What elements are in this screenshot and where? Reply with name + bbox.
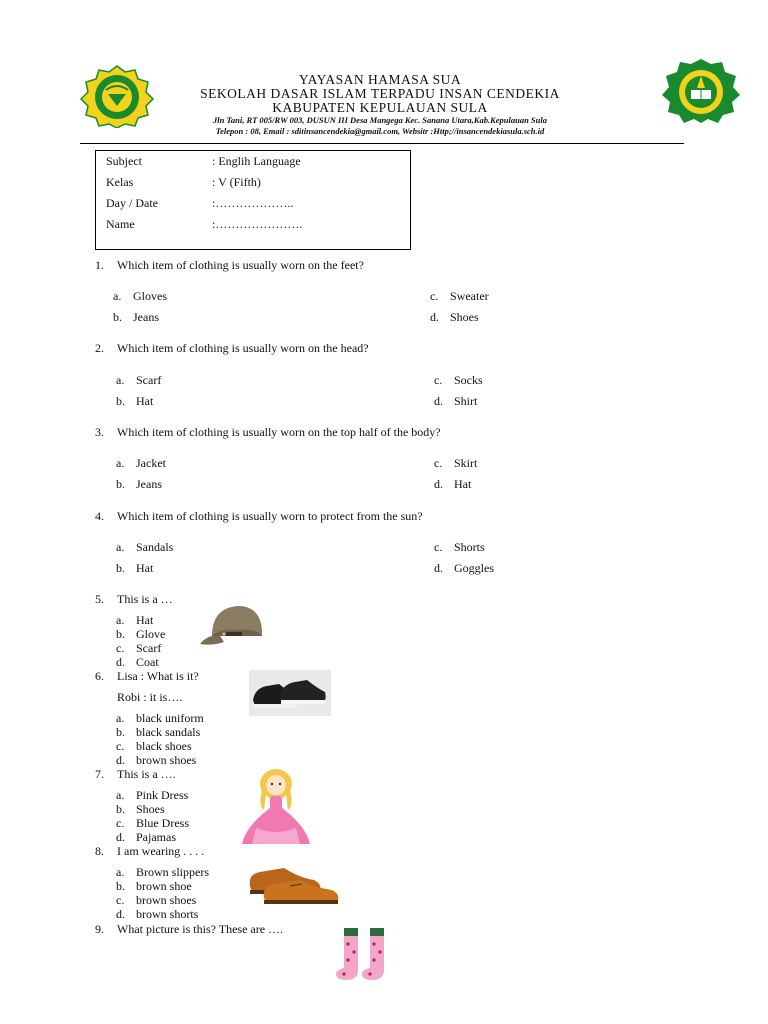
option-7a: a. Pink Dress [116, 788, 189, 802]
question-text: I am wearing . . . . [117, 844, 205, 858]
regency-name: KABUPATEN KEPULAUAN SULA [272, 100, 488, 115]
kelas-label: Kelas [106, 175, 134, 189]
option-3c: c. Skirt [434, 456, 478, 470]
option-6c: c. black shoes [116, 739, 192, 753]
option-6a: a. black uniform [116, 711, 204, 725]
question-number: 2. [95, 341, 104, 355]
name-row [106, 217, 302, 232]
question-number: 1. [95, 258, 104, 272]
black-shoes-image [249, 670, 331, 716]
option-3a: a. Jacket [116, 456, 166, 470]
subject-row [106, 154, 301, 169]
question-text: This is a … [117, 592, 173, 606]
option-2b: b. Hat [116, 394, 154, 408]
question-number: 5. [95, 592, 104, 606]
name-value: :…………………. [212, 217, 303, 231]
question-text: Lisa : What is it? [117, 669, 199, 683]
question-6-response: Robi : it is…. [117, 690, 183, 704]
option-1b: b. Jeans [113, 310, 159, 324]
student-info-box [95, 150, 411, 250]
question-number: 9. [95, 922, 104, 936]
school-foundation-logo [78, 64, 156, 128]
option-5b: b. Glove [116, 627, 166, 641]
option-6d: d. brown shoes [116, 753, 197, 767]
question-text: Which item of clothing is usually worn on the head? [117, 341, 369, 355]
name-label: Name [106, 217, 135, 231]
cap-hat-image [198, 600, 272, 650]
option-7d: d. Pajamas [116, 830, 176, 844]
brown-shoes-image [244, 856, 344, 908]
option-2c: c. Socks [434, 373, 483, 387]
school-contact: Telepon : 08, Email : sditinsancendekia@gmail.com, Websitr :Http;//insancendekiasula.sch.id [215, 126, 545, 136]
option-7c: c. Blue Dress [116, 816, 189, 830]
question-text: This is a …. [117, 767, 176, 781]
option-8b: b. brown shoe [116, 879, 192, 893]
question-number: 3. [95, 425, 104, 439]
question-number: 4. [95, 509, 104, 523]
option-3d: d. Hat [434, 477, 472, 491]
foundation-name: YAYASAN HAMASA SUA [298, 72, 462, 87]
option-2d: d. Shirt [434, 394, 478, 408]
question-number: 7. [95, 767, 104, 781]
option-7b: b. Shoes [116, 802, 165, 816]
option-5d: d. Coat [116, 655, 159, 669]
option-5c: c. Scarf [116, 641, 162, 655]
option-4a: a. Sandals [116, 540, 174, 554]
date-row [106, 196, 293, 211]
option-2a: a. Scarf [116, 373, 162, 387]
question-text: Which item of clothing is usually worn to protect from the sun? [117, 509, 423, 523]
pink-dress-princess-image [236, 766, 316, 848]
header-divider [80, 143, 684, 144]
option-8c: c. brown shoes [116, 893, 197, 907]
kelas-row [106, 175, 261, 190]
option-1a: a. Gloves [113, 289, 167, 303]
option-6b: b. black sandals [116, 725, 201, 739]
pink-socks-image [332, 926, 394, 986]
option-8d: d. brown shorts [116, 907, 199, 921]
school-emblem-logo [660, 58, 742, 124]
subject-value: : Englih Language [212, 154, 301, 168]
option-4d: d. Goggles [434, 561, 494, 575]
question-text: Which item of clothing is usually worn on the feet? [117, 258, 364, 272]
option-5a: a. Hat [116, 613, 154, 627]
option-4b: b. Hat [116, 561, 154, 575]
option-1d: d. Shoes [430, 310, 479, 324]
date-value: :……………….. [212, 196, 294, 210]
option-3b: b. Jeans [116, 477, 162, 491]
date-label: Day / Date [106, 196, 158, 210]
question-number: 6. [95, 669, 104, 683]
option-1c: c. Sweater [430, 289, 489, 303]
subject-label: Subject [106, 154, 142, 168]
question-text: Which item of clothing is usually worn on the top half of the body? [117, 425, 441, 439]
question-text: What picture is this? These are …. [117, 922, 284, 936]
option-8a: a. Brown slippers [116, 865, 209, 879]
school-address: Jln Tani, RT 005/RW 003, DUSUN III Desa Mangega Kec. Sanana Utara,Kab.Kepulauan Sula [212, 115, 547, 125]
option-4c: c. Shorts [434, 540, 485, 554]
question-number: 8. [95, 844, 104, 858]
school-name: SEKOLAH DASAR ISLAM TERPADU INSAN CENDEKIA [200, 86, 560, 101]
kelas-value: : V (Fifth) [212, 175, 261, 189]
